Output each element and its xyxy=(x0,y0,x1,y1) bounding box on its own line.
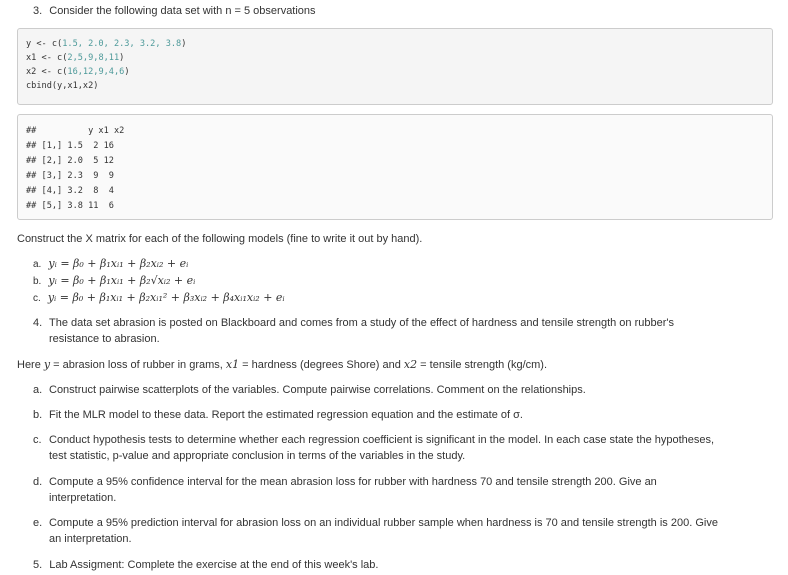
part-d-text: Compute a 95% confidence interval for the mean abrasion loss for rubber with hardness 70 and tensile strength 200. Give an interpretation. xyxy=(49,476,657,504)
part-a-text: Construct pairwise scatterplots of the variables. Compute pairwise correlations. Comment on the relationships. xyxy=(49,384,586,396)
part-b-text: Fit the MLR model to these data. Report the estimated regression equation and the estimate of σ. xyxy=(49,409,523,421)
model-a xyxy=(33,256,188,273)
question-3 xyxy=(33,3,316,19)
model-label: c. xyxy=(33,293,41,304)
model-label: a. xyxy=(33,259,42,270)
code-line-cbind: cbind(y,x1,x2) xyxy=(26,81,99,91)
code-line-x2: x2 <- c(16,12,9,4,6) xyxy=(26,67,130,77)
part-a-label: a. xyxy=(33,384,43,396)
model-b xyxy=(33,273,195,290)
output-line: ## [1,] 1.5 2 16 xyxy=(26,141,114,151)
construct-instruction: Construct the X matrix for each of the following models (fine to write it out by hand). xyxy=(17,233,423,245)
output-line: ## [5,] 3.8 11 6 xyxy=(26,201,114,211)
part-e-label: e. xyxy=(33,517,43,529)
model-equation: yᵢ = β₀ + β₁xᵢ₁ + β₂xᵢ₂ + eᵢ xyxy=(48,257,189,270)
output-line: ## [2,] 2.0 5 12 xyxy=(26,156,114,166)
code-line-x1: x1 <- c(2,5,9,8,11) xyxy=(26,53,125,63)
part-e-text: Compute a 95% prediction interval for abrasion loss on an individual rubber sample when hardness is 70 and tensile strength is 200. Give an interpretation. xyxy=(49,517,718,545)
model-equation: yᵢ = β₀ + β₁xᵢ₁ + β₂xᵢ₁² + β₃xᵢ₂ + β₄xᵢ₁xᵢ₂ + eᵢ xyxy=(47,291,285,304)
part-d-label: d. xyxy=(33,476,43,488)
question-4-number: 4. xyxy=(33,317,43,329)
model-label: b. xyxy=(33,276,42,287)
question-number: 5. xyxy=(33,559,43,571)
code-input-block xyxy=(17,28,773,105)
variable-definitions: Here y = abrasion loss of rubber in grams, x1 = hardness (degrees Shore) and x2 = tensile strength (kg/cm). xyxy=(17,358,548,371)
part-c-text: Conduct hypothesis tests to determine whether each regression coefficient is significant in the model. In each case state the hypotheses, test statistic, p-value and appropriate conclusion in terms of the variables in the study. xyxy=(49,434,715,462)
code-line-y: y <- c(1.5, 2.0, 2.3, 3.2, 3.8) xyxy=(26,39,187,49)
question-4-text: The data set abrasion is posted on Blackboard and comes from a study of the effect of hardness and tensile strength on rubber's resistance to abrasion. xyxy=(49,317,674,345)
question-number: 3. xyxy=(33,5,43,17)
part-b-label: b. xyxy=(33,409,43,421)
part-c-label: c. xyxy=(33,434,42,446)
question-5 xyxy=(33,557,378,573)
model-c xyxy=(33,290,285,307)
question-text: Lab Assigment: Complete the exercise at the end of this week's lab. xyxy=(49,559,379,571)
question-text: Consider the following data set with n = 5 observations xyxy=(49,5,316,17)
output-line: ## [4,] 3.2 8 4 xyxy=(26,186,114,196)
output-line: ## y x1 x2 xyxy=(26,126,125,136)
model-equation: yᵢ = β₀ + β₁xᵢ₁ + β₂√xᵢ₂ + eᵢ xyxy=(48,274,196,287)
code-output-block xyxy=(17,114,773,220)
output-line: ## [3,] 2.3 9 9 xyxy=(26,171,114,181)
